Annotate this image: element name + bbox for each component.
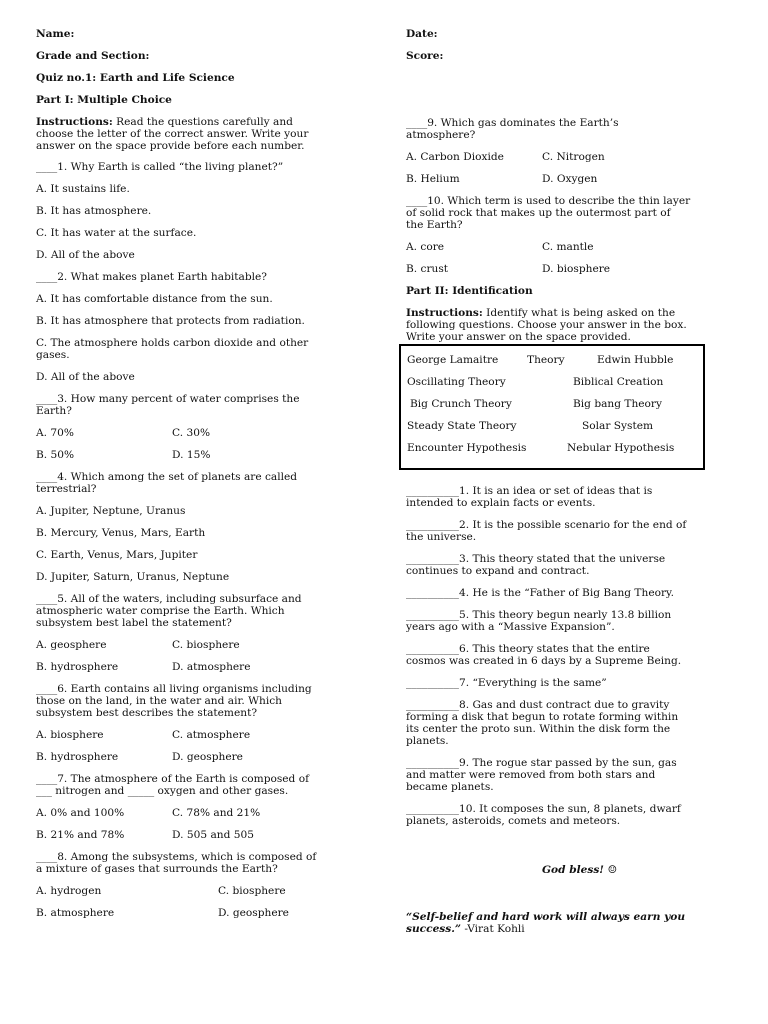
- question-text: ____7. The atmosphere of the Earth is composed of: [36, 773, 310, 785]
- question-4: ____4. Which among the set of planets are called terrestrial? A. Jupiter, Neptune, Uranus B. Mercury, Venus, Mars, Earth C. Earth, Venus, Mars, Jupiter D. Jupiter, Saturn, Uranus, Neptune: [36, 471, 366, 583]
- option: D. Jupiter, Saturn, Uranus, Neptune: [36, 571, 230, 583]
- option-row: B. atmosphere D. geosphere: [36, 907, 289, 919]
- question-text: ____9. Which gas dominates the Earth’s: [406, 117, 619, 129]
- option-row: B. 50% D. 15%: [36, 449, 211, 461]
- option: A. It has comfortable distance from the sun.: [36, 293, 273, 305]
- option-row: A. core C. mantle: [406, 241, 594, 253]
- god-bless-text: God bless! ☺: [542, 864, 618, 876]
- identification-item: __________5. This theory begun nearly 13.8 billion: [406, 609, 672, 621]
- option-row: B. hydrosphere D. atmosphere: [36, 661, 251, 673]
- name-label: Name:: [36, 28, 75, 40]
- option-row: A. 0% and 100% C. 78% and 21%: [36, 807, 261, 819]
- closing-quote: “Self-belief and hard work will always earn you success.” -Virat Kohli: [406, 911, 686, 935]
- question-text: ____6. Earth contains all living organisms including: [36, 683, 312, 695]
- option: B. It has atmosphere that protects from radiation.: [36, 315, 305, 327]
- question-1: [36, 161, 366, 261]
- question-text: ____4. Which among the set of planets are called: [36, 471, 298, 483]
- question-9: ____9. Which gas dominates the Earth’s atmosphere? A. Carbon Dioxide C. Nitrogen B. Helium D. Oxygen: [406, 117, 732, 185]
- option: C. The atmosphere holds carbon dioxide and other: [36, 337, 309, 349]
- identification-item: __________6. This theory states that the entire: [406, 643, 650, 655]
- identification-item: __________3. This theory stated that the universe: [406, 553, 666, 565]
- quote-author: -Virat Kohli: [461, 923, 525, 935]
- option: A. It sustains life.: [36, 183, 130, 195]
- answer-choice: Solar System: [582, 420, 654, 432]
- option: B. Mercury, Venus, Mars, Earth: [36, 527, 206, 539]
- option: C. Earth, Venus, Mars, Jupiter: [36, 549, 198, 561]
- option-row: A. biosphere C. atmosphere: [36, 729, 251, 741]
- question-text: ____10. Which term is used to describe the thin layer: [406, 195, 691, 207]
- question-2: [36, 271, 366, 383]
- answer-choice: Big bang Theory: [573, 398, 662, 410]
- question-text: ____2. What makes planet Earth habitable?: [36, 271, 267, 283]
- grade-section-label: Grade and Section:: [36, 50, 150, 62]
- part2-title: Part II: Identification: [406, 285, 533, 297]
- option-row: B. Helium D. Oxygen: [406, 173, 598, 185]
- part1-instructions: Instructions: Read the questions carefully and choose the letter of the correct answer. Write your answer on the space provide before each number.: [36, 116, 309, 152]
- identification-item: __________2. It is the possible scenario for the end of: [406, 519, 687, 531]
- answer-choice: Oscillating Theory: [407, 376, 506, 388]
- question-8: ____8. Among the subsystems, which is composed of a mixture of gases that surrounds the Earth? A. hydrogen C. biosphere B. atmosphere D. geosphere: [36, 851, 366, 919]
- question-text: ____3. How many percent of water comprises the: [36, 393, 300, 405]
- question-3: ____3. How many percent of water comprises the Earth? A. 70% C. 30% B. 50% D. 15%: [36, 393, 366, 461]
- answer-choice: Theory: [527, 354, 565, 366]
- identification-item: __________9. The rogue star passed by the sun, gas: [406, 757, 677, 769]
- identification-item: __________1. It is an idea or set of ideas that is: [406, 485, 653, 497]
- answer-choice: Biblical Creation: [573, 376, 664, 388]
- option-row: A. Carbon Dioxide C. Nitrogen: [406, 151, 605, 163]
- option-row: B. 21% and 78% D. 505 and 505: [36, 829, 254, 841]
- question-5: ____5. All of the waters, including subsurface and atmospheric water comprise the Earth. Which subsystem best label the statement? A. geosphere C. biosphere B. hydrosphere D. atmosphere: [36, 593, 366, 673]
- answer-choice: Big Crunch Theory: [410, 398, 512, 410]
- question-7: ____7. The atmosphere of the Earth is composed of ___ nitrogen and _____ oxygen and other gases. A. 0% and 100% C. 78% and 21% B. 21% and 78% D. 505 and 505: [36, 773, 366, 841]
- answer-choice: Steady State Theory: [407, 420, 517, 432]
- question-text: ____5. All of the waters, including subsurface and: [36, 593, 302, 605]
- option: D. All of the above: [36, 249, 135, 261]
- answer-choice: Encounter Hypothesis: [407, 442, 527, 454]
- option: A. Jupiter, Neptune, Uranus: [36, 505, 186, 517]
- answer-choice: Edwin Hubble: [597, 354, 674, 366]
- option-row: A. hydrogen C. biosphere: [36, 885, 286, 897]
- answer-choice: George Lamaitre: [407, 354, 499, 366]
- identification-item: __________7. “Everything is the same”: [406, 677, 607, 689]
- option-row: B. hydrosphere D. geosphere: [36, 751, 243, 763]
- instructions-label: Instructions:: [406, 307, 483, 319]
- question-text: ____8. Among the subsystems, which is composed of: [36, 851, 317, 863]
- date-label: Date:: [406, 28, 438, 40]
- option-cont: gases.: [36, 349, 70, 361]
- option: B. It has atmosphere.: [36, 205, 152, 217]
- part1-title: Part I: Multiple Choice: [36, 94, 172, 106]
- identification-items: __________1. It is an idea or set of ideas that is intended to explain facts or events. __________2. It is the possible scenario for the end of the universe. __________3. This theory stated that the universe continues to expand and contract. __________4. He is the “Father of Big Bang Theory. __________5. This theory begun nearly 13.8 billion years ago with a “Massive Expansion”. __________6. This theory states that the entire cosmos was created in 6 days by a Supreme Being. __________7. “Everything is the same” __________8. Gas and dust contract due to gravity forming a disk that begun to rotate forming within its center the proto sun. Within the disk form the planets. __________9. The rogue star passed by the sun, gas and matter were removed from both stars and became planets. __________10. It composes the sun, 8 planets, dwarf planets, asteroids, comets and meteors.: [406, 485, 732, 827]
- left-column: [36, 28, 366, 919]
- answer-choice: Nebular Hypothesis: [567, 442, 675, 454]
- option-row: A. 70% C. 30%: [36, 427, 211, 439]
- instructions-label: Instructions:: [36, 116, 113, 128]
- score-label: Score:: [406, 50, 444, 62]
- option-row: B. crust D. biosphere: [406, 263, 611, 275]
- part2-instructions: Instructions: Identify what is being asked on the following questions. Choose your answer in the box. Write your answer on the space provided.: [406, 307, 687, 343]
- option-row: A. geosphere C. biosphere: [36, 639, 240, 651]
- option: C. It has water at the surface.: [36, 227, 197, 239]
- question-10: ____10. Which term is used to describe the thin layer of solid rock that makes up the outermost part of the Earth? A. core C. mantle B. crust D. biosphere: [406, 195, 732, 275]
- identification-item: __________10. It composes the sun, 8 planets, dwarf: [406, 803, 681, 815]
- option: D. All of the above: [36, 371, 135, 383]
- question-text: ____1. Why Earth is called “the living planet?”: [36, 161, 284, 173]
- identification-item: __________4. He is the “Father of Big Bang Theory.: [406, 587, 674, 599]
- question-6: ____6. Earth contains all living organisms including those on the land, in the water and air. Which subsystem best describes the statement? A. biosphere C. atmosphere B. hydrosphere D. geosphere: [36, 683, 366, 763]
- identification-item: __________8. Gas and dust contract due to gravity: [406, 699, 670, 711]
- answer-choices-box: [399, 344, 705, 470]
- quiz-title: Quiz no.1: Earth and Life Science: [36, 72, 235, 84]
